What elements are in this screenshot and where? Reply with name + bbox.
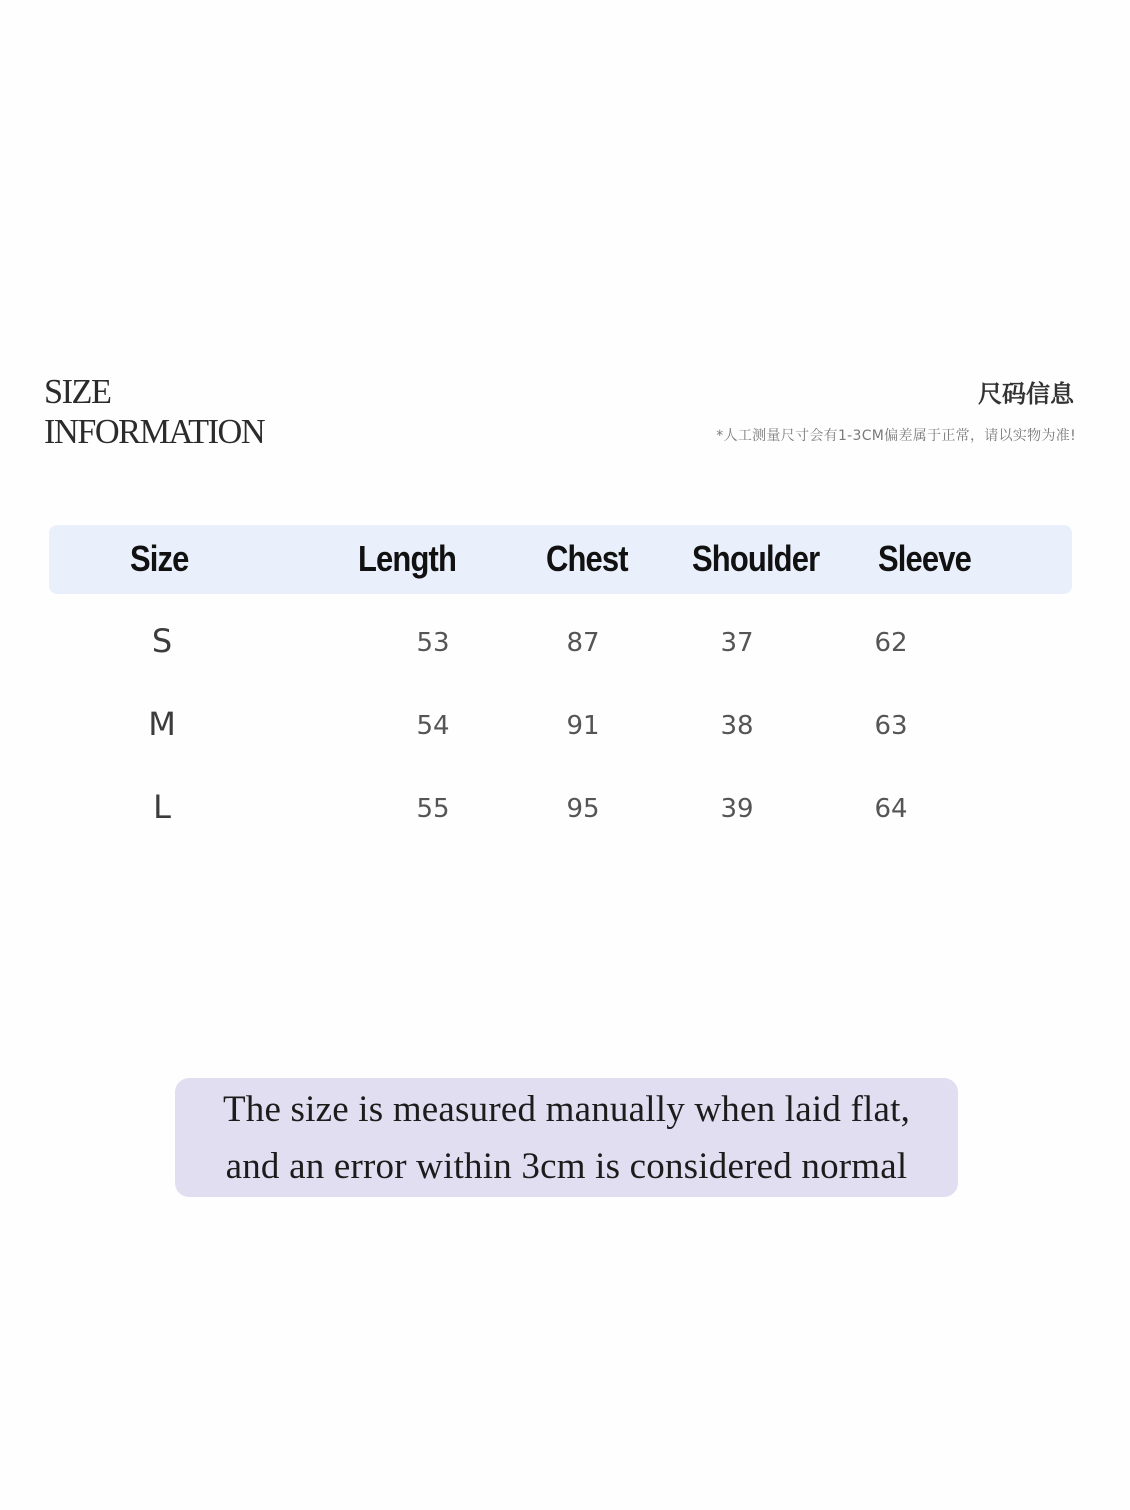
sleeve-cell: 63 (874, 711, 908, 741)
header-length: Length (358, 538, 457, 579)
shoulder-cell: 39 (720, 794, 754, 824)
measurement-note-cn: *人工测量尺寸会有1-3CM偏差属于正常，请以实物为准! (716, 428, 1076, 444)
header-sleeve: Sleeve (878, 538, 971, 579)
chest-cell: 91 (566, 711, 600, 741)
title-cn: 尺码信息 (978, 380, 1074, 408)
title-line-1: SIZE (44, 372, 111, 411)
chest-cell: 87 (566, 628, 600, 658)
shoulder-cell: 38 (720, 711, 754, 741)
length-cell: 53 (416, 628, 450, 658)
size-cell: L (153, 788, 171, 826)
measurement-note-box (175, 1078, 958, 1197)
header-chest: Chest (546, 538, 628, 579)
note-line-1: The size is measured manually when laid flat, (222, 1089, 911, 1130)
shoulder-cell: 37 (720, 628, 754, 658)
size-title (44, 372, 264, 452)
chest-cell: 95 (566, 794, 600, 824)
header-size: Size (130, 538, 189, 579)
size-cell: M (148, 705, 176, 743)
length-cell: 54 (416, 711, 450, 741)
header-shoulder: Shoulder (692, 538, 820, 579)
title-line-2: INFORMATION (44, 412, 265, 451)
length-cell: 55 (416, 794, 450, 824)
note-line-2: and an error within 3cm is considered normal (225, 1146, 908, 1187)
sleeve-cell: 62 (874, 628, 908, 658)
sleeve-cell: 64 (874, 794, 908, 824)
size-cell: S (151, 622, 173, 660)
